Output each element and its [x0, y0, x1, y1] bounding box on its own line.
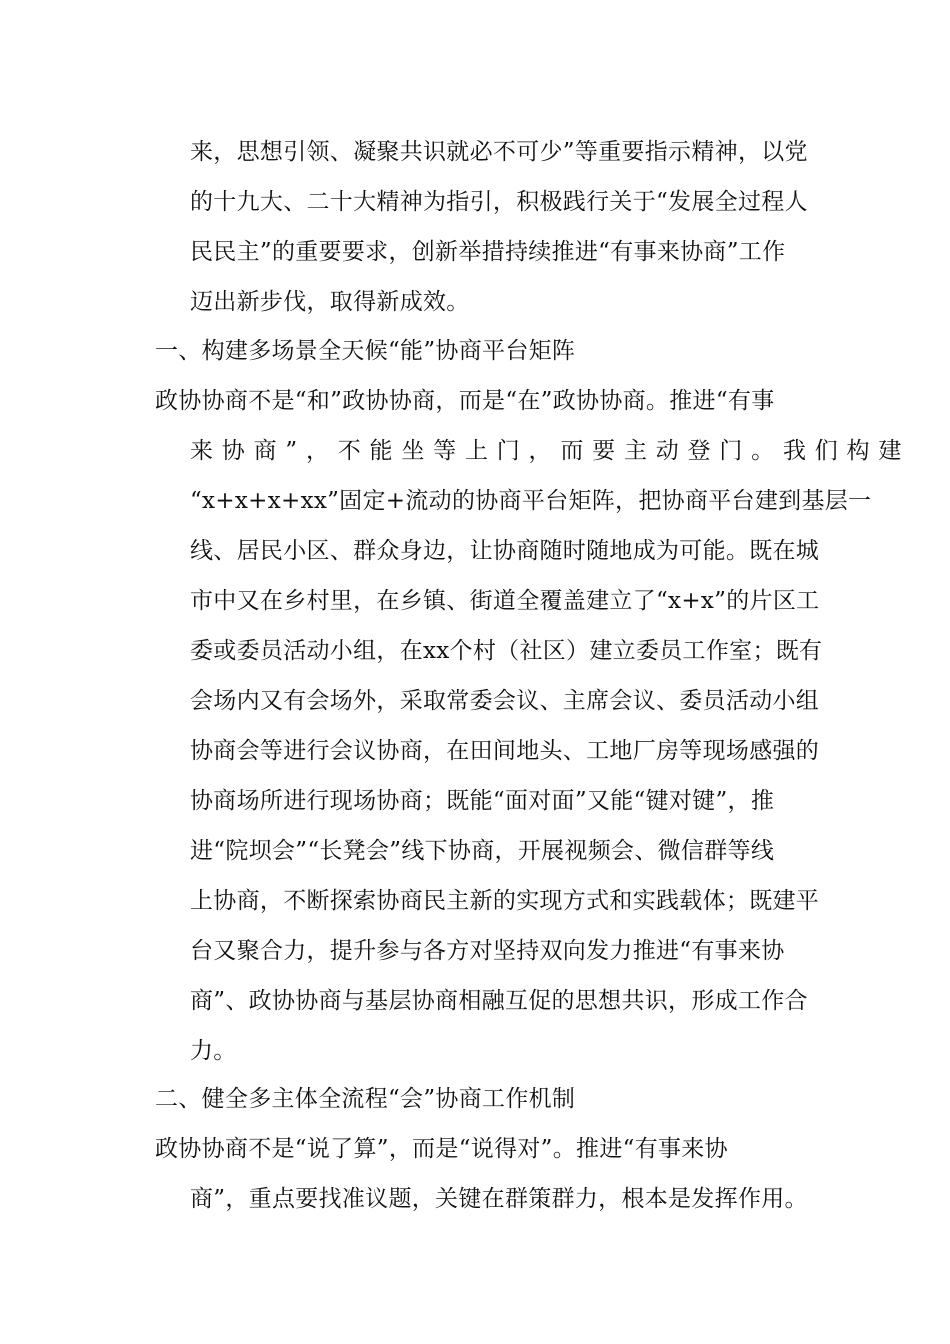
intro-line-1: 来，思想引领、凝聚共识就必不可少”等重要指示精神，以党	[190, 139, 808, 165]
section2-line-1: 政协协商不是“说了算”，而是“说得对”。推进“有事来协	[155, 1136, 728, 1162]
section1-line-11: 上协商，不断探索协商民主新的实现方式和实践载体；既建平	[190, 888, 820, 914]
section1-line-1: 政协协商不是“和”政协协商，而是“在”政协协商。推进“有事	[155, 388, 775, 414]
section2-heading: 二、健全多主体全流程“会”协商工作机制	[155, 1086, 576, 1112]
section1-line-13: 商”、政协协商与基层协商相融互促的思想共识，形成工作合	[190, 988, 808, 1014]
section1-line-14: 力。	[190, 1038, 237, 1064]
section1-line-5: 市中又在乡村里，在乡镇、街道全覆盖建立了“x+x”的片区工	[190, 588, 820, 614]
section1-line-6: 委或委员活动小组，在xx个村（社区）建立委员工作室；既有	[190, 638, 823, 664]
section1-line-9: 协商场所进行现场协商；既能“面对面”又能“键对键”，推	[190, 788, 775, 814]
section1-line-10: 进“院坝会”“长凳会”线下协商，开展视频会、微信群等线	[190, 838, 775, 864]
section1-line-7: 会场内又有会场外，采取常委会议、主席会议、委员活动小组	[190, 688, 820, 714]
section1-line-8: 协商会等进行会议协商，在田间地头、工地厂房等现场感强的	[190, 738, 820, 764]
intro-line-2: 的十九大、二十大精神为指引，积极践行关于“发展全过程人	[190, 189, 808, 215]
intro-line-3: 民民主”的重要要求，创新举措持续推进“有事来协商”工作	[190, 239, 786, 265]
section1-line-4: 线、居民小区、群众身边，让协商随时随地成为可能。既在城	[190, 538, 820, 564]
intro-line-4: 迈出新步伐，取得新成效。	[190, 289, 470, 315]
section2-line-2: 商”，重点要找准议题，关键在群策群力，根本是发挥作用。	[190, 1186, 808, 1212]
section1-line-2: 来协商”，不能坐等上门，而要主动登门。我们构建	[190, 438, 911, 464]
section1-heading: 一、构建多场景全天候“能”协商平台矩阵	[155, 338, 576, 364]
section1-line-3: “x+x+x+xx”固定+流动的协商平台矩阵，把协商平台建到基层一	[190, 488, 872, 514]
section1-line-12: 台又聚合力，提升参与各方对坚持双向发力推进“有事来协	[190, 938, 785, 964]
